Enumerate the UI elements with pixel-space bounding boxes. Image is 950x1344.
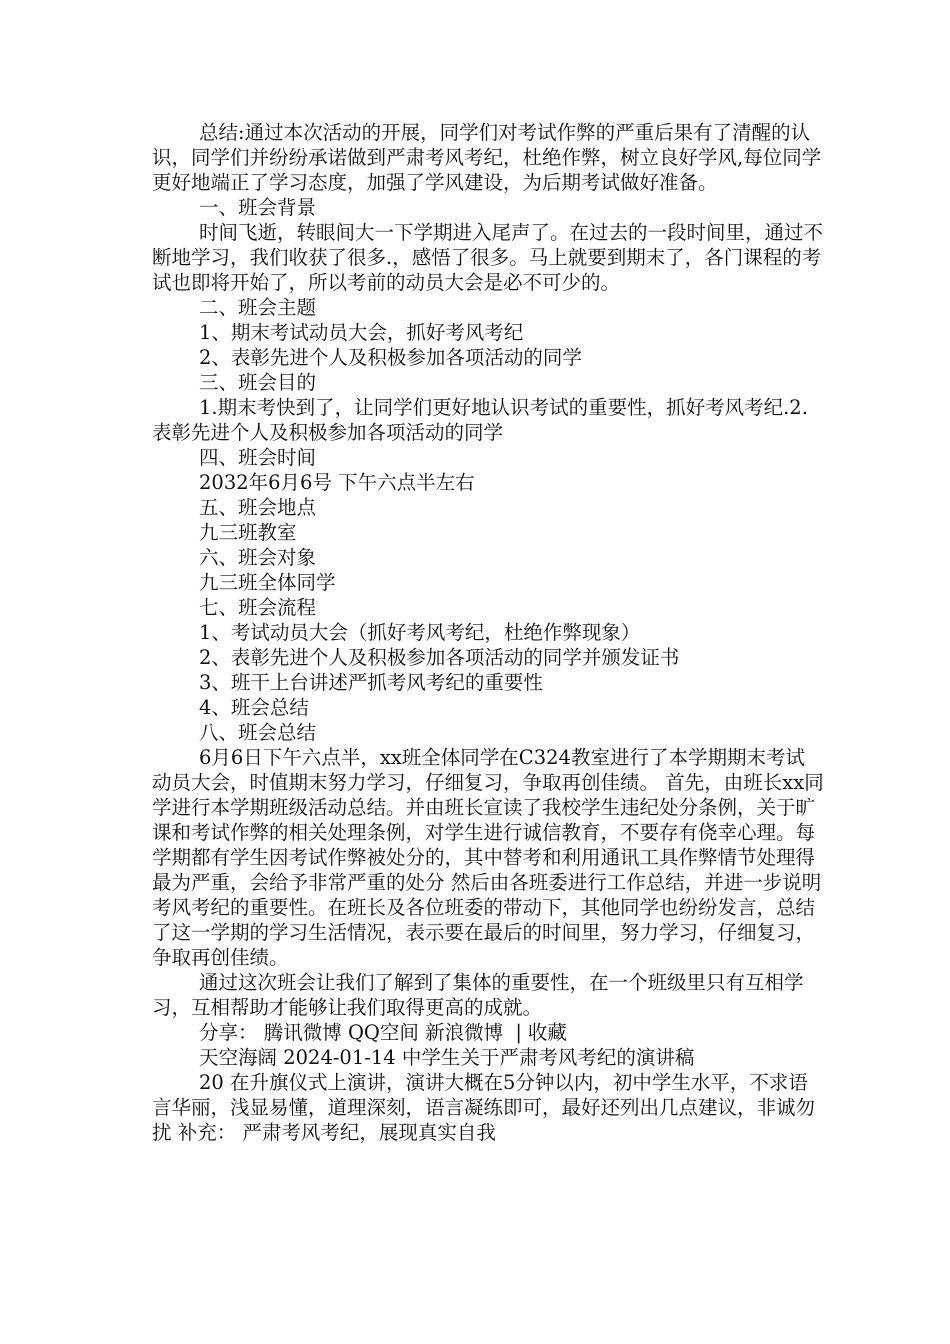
heading-audience: 六、班会对象 [199,546,317,569]
meeting-time: 2032年6月6号 下午六点半左右 [199,471,475,494]
heading-location: 五、班会地点 [199,496,317,519]
theme-item-2: 2、表彰先进个人及积极参加各项活动的同学 [199,346,582,369]
share-separator: | [515,1021,522,1044]
meeting-audience: 九三班全体同学 [199,571,336,594]
heading-summary: 八、班会总结 [199,721,317,744]
related-entry [152,1045,824,1070]
paragraph-purpose: 1.期末考快到了，让同学们更好地认识考试的重要性，抓好考风考纪.2.表彰先进个人及积极参加各项活动的同学 [152,396,808,444]
related-author: 天空海阔 [199,1046,278,1069]
heading-process: 七、班会流程 [199,596,317,619]
share-tencent-weibo-link[interactable]: 腾讯微博 [263,1021,342,1044]
meeting-location: 九三班教室 [199,521,297,544]
related-date: 2024-01-14 [283,1046,396,1069]
theme-item-1: 1、期末考试动员大会，抓好考风考纪 [199,321,524,344]
share-qq-space-link[interactable]: QQ空间 [347,1021,419,1044]
heading-theme: 二、班会主题 [199,296,317,319]
paragraph-background: 时间飞逝，转眼间大一下学期进入尾声了。在过去的一段时间里，通过不断地学习，我们收获了很多.，感悟了很多。马上就要到期末了，各门课程的考试也即将开始了，所以考前的动员大会是必不可少的。 [152,221,824,294]
share-bar [152,1020,824,1045]
paragraph-conclusion: 通过这次班会让我们了解到了集体的重要性，在一个班级里只有互相学习，互相帮助才能够让我们取得更高的成就。 [152,971,804,1019]
related-title-link[interactable]: 中学生关于严肃考风考纪的演讲稿 [401,1046,695,1069]
document-body [152,120,824,1145]
share-sina-weibo-link[interactable]: 新浪微博 [425,1021,504,1044]
process-item-3: 3、班干上台讲述严抓考风考纪的重要性 [199,671,543,694]
heading-purpose: 三、班会目的 [199,371,317,394]
heading-time: 四、班会时间 [199,446,317,469]
favorite-link[interactable]: 收藏 [527,1021,567,1044]
share-label: 分享： [199,1021,258,1044]
paragraph-summary: 总结:通过本次活动的开展，同学们对考试作弊的严重后果有了清醒的认识，同学们并纷纷承诺做到严肃考风考纪，杜绝作弊，树立良好学风,每位同学更好地端正了学习态度，加强了学风建设，为后期考试做好准备。 [152,121,822,194]
process-item-1: 1、考试动员大会（抓好考风考纪，杜绝作弊现象） [199,621,641,644]
process-item-4: 4、班会总结 [199,696,309,719]
heading-background: 一、班会背景 [199,196,317,219]
related-question-text: 20 在升旗仪式上演讲，演讲大概在5分钟以内，初中学生水平，不求语言华丽，浅显易懂，道理深刻，语言凝练即可，最好还列出几点建议，非诚勿扰 补充： 严肃考风考纪，展现真实自我 [152,1071,816,1144]
paragraph-meeting-summary: 6月6日下午六点半，xx班全体同学在C324教室进行了本学期期末考试动员大会，时值期末努力学习，仔细复习，争取再创佳绩。 首先，由班长xx同学进行本学期班级活动总结。并由班长宣读了我校学生违纪处分条例，关于旷课和考试作弊的相关处理条例，对学生进行诚信教育，不要存有侥幸心理。每学期都有学生因考试作弊被处分的，其中替考和利用通讯工具作弊情节处理得最为严重，会给予非常严重的处分 然后由各班委进行工作总结，并进一步说明考风考纪的重要性。在班长及各位班委的带动下，其他同学也纷纷发言，总结了这一学期的学习生活情况，表示要在最后的时间里，努力学习，仔细复习，争取再创佳绩。 [152,746,824,969]
process-item-2: 2、表彰先进个人及积极参加各项活动的同学并颁发证书 [199,646,680,669]
